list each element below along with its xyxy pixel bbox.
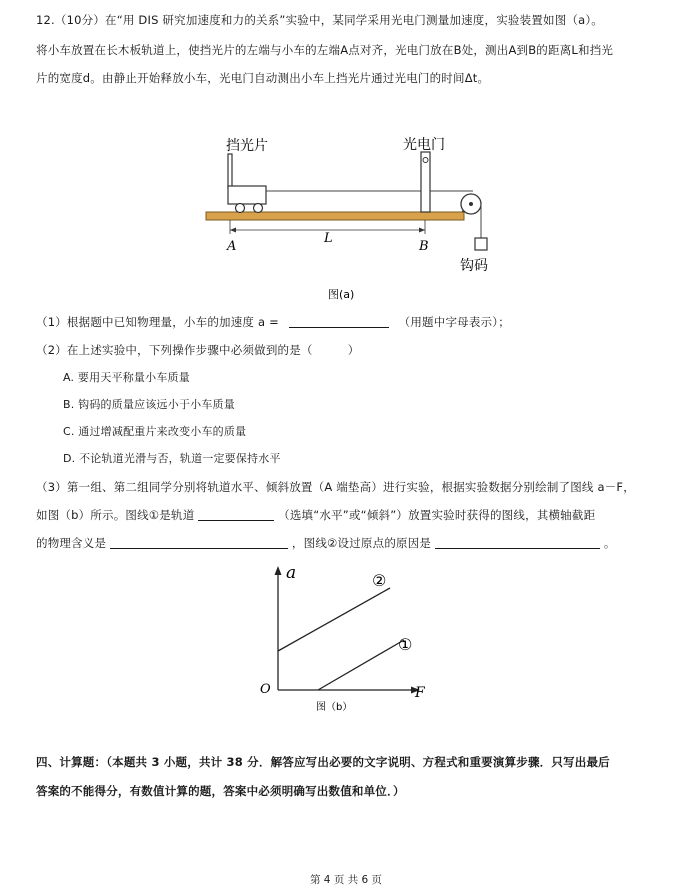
- part3-line-2: [36, 507, 595, 523]
- part2-option-d: D. 不论轨道光滑与否，轨道一定要保持水平: [63, 452, 281, 465]
- cart-wheel-right: [254, 204, 263, 213]
- axis-label-F: F: [415, 685, 425, 701]
- page-footer: 第 4 页 共 6 页: [309, 874, 383, 886]
- q12-line-1: 12.（10分）在“用 DIS 研究加速度和力的关系”实验中，某同学采用光电门测量加速度，实验装置如图（a）。: [36, 13, 603, 27]
- label-L: L: [324, 231, 333, 246]
- part3-line3-c: 。: [603, 536, 616, 550]
- dim-arrow-right: [419, 228, 425, 233]
- figure-a-caption: 图(a): [328, 288, 355, 301]
- q12-line-3: 片的宽度d。由静止开始释放小车，光电门自动测出小车上挡光片通过光电门的时间Δt。: [36, 71, 490, 85]
- label-photogate: 光电门: [403, 137, 445, 153]
- figure-b-graph: [254, 560, 434, 720]
- part3-line-3: [36, 535, 616, 551]
- section4-line-2: 答案的不能得分，有数值计算的题，答案中必须明确写出数值和单位．）: [36, 784, 405, 798]
- part1-prefix: （1）根据题中已知物理量，小车的加速度 a =: [36, 315, 279, 329]
- part2-option-c: C. 通过增减配重片来改变小车的质量: [63, 425, 247, 438]
- label-shutter: 挡光片: [226, 138, 268, 154]
- dim-arrow-left: [230, 228, 236, 233]
- part3-line3-a: 的物理含义是: [36, 536, 107, 550]
- part3-line2-b: （选填“水平”或“倾斜”）放置实验时获得的图线，其横轴截距: [278, 508, 596, 522]
- graph-line-2: [278, 588, 390, 651]
- y-axis-arrow: [275, 566, 282, 575]
- graph-line-1: [318, 640, 404, 690]
- line-2-label: ②: [372, 571, 387, 590]
- cart-wheel-left: [236, 204, 245, 213]
- part3-blank-reason[interactable]: [435, 536, 600, 549]
- part1-line: [36, 314, 510, 330]
- cart: [228, 186, 266, 204]
- line-1-label: ①: [398, 635, 413, 654]
- origin-label: O: [260, 682, 271, 697]
- part3-line3-b: ，图线②设过原点的原因是: [291, 536, 432, 550]
- pulley-axle: [469, 202, 473, 206]
- part2-option-a: A. 要用天平称量小车质量: [63, 371, 190, 384]
- part1-answer-blank[interactable]: [289, 315, 389, 328]
- label-A: A: [227, 239, 237, 254]
- figure-b-caption: 图（b）: [316, 702, 353, 713]
- shutter-plate: [228, 154, 232, 188]
- part3-line2-a: 如图（b）所示。图线①是轨道: [36, 508, 195, 522]
- label-B: B: [419, 239, 429, 254]
- q12-line-2: 将小车放置在长木板轨道上，使挡光片的左端与小车的左端A点对齐，光电门放在B处，测出A到B的距离L和挡光: [36, 43, 614, 57]
- track-board: [206, 212, 464, 220]
- axis-label-a: a: [286, 563, 297, 583]
- section4-line-1: 四、计算题：（本题共 3 小题，共计 38 分．解答应写出必要的文字说明、方程式和重要演算步骤．只写出最后: [36, 755, 610, 769]
- hook-weight: [475, 238, 487, 250]
- label-hook-weight: 钩码: [460, 258, 488, 274]
- part3-blank-orientation[interactable]: [198, 508, 274, 521]
- part3-line-1: （3）第一组、第二组同学分别将轨道水平、倾斜放置（A 端垫高）进行实验，根据实验数据分别绘制了图线 a－F，: [36, 480, 635, 494]
- figure-a-apparatus: [190, 128, 510, 308]
- part2-stem: （2）在上述实验中，下列操作步骤中必须做到的是（ ）: [36, 343, 360, 357]
- part1-suffix: （用题中字母表示）；: [398, 315, 510, 329]
- part2-option-b: B. 钩码的质量应该远小于小车质量: [63, 398, 235, 411]
- photogate-sensor: [423, 158, 428, 163]
- part3-blank-intercept-meaning[interactable]: [110, 536, 288, 549]
